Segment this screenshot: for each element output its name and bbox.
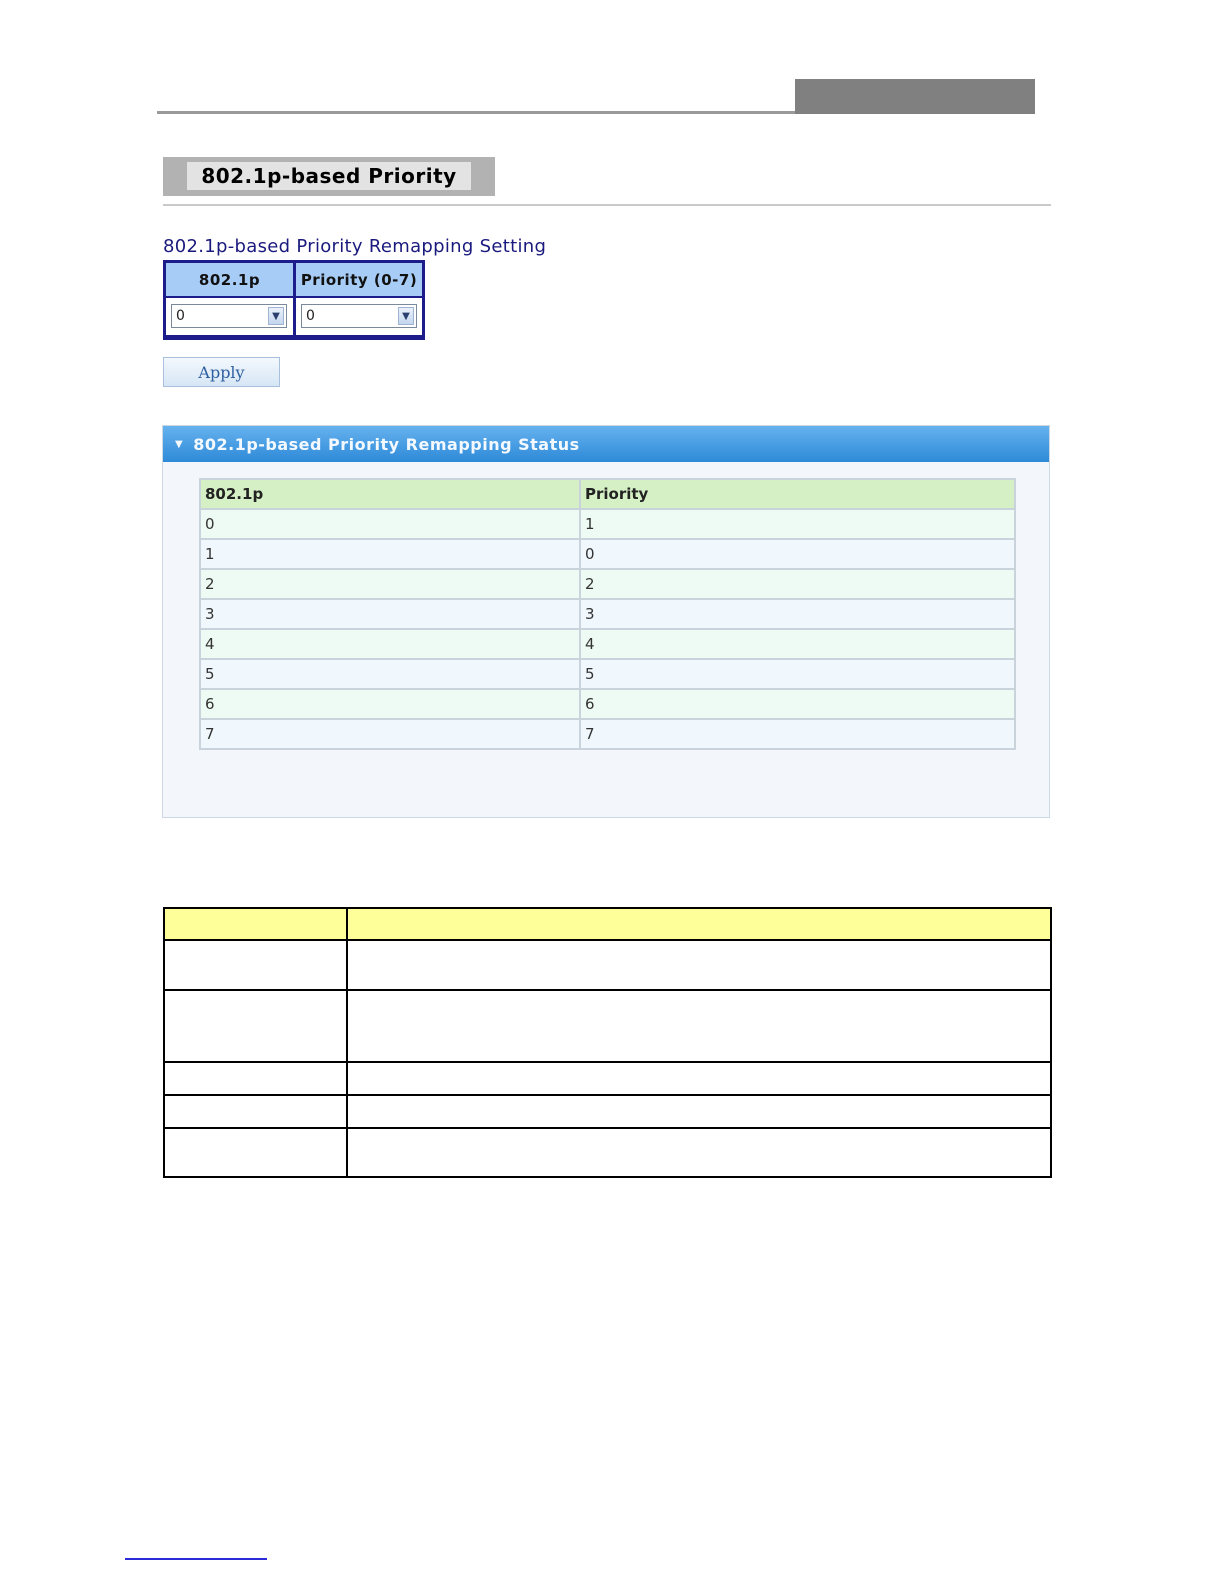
description-header-cell <box>347 908 1051 940</box>
title-divider <box>163 204 1051 206</box>
description-cell <box>347 1062 1051 1095</box>
cell-8021p: 6 <box>200 689 580 719</box>
description-header-cell <box>164 908 347 940</box>
cell-8021p: 3 <box>200 599 580 629</box>
description-cell <box>347 940 1051 990</box>
status-table-header-row <box>200 479 1015 509</box>
description-cell <box>164 1095 347 1128</box>
chevron-down-icon[interactable]: ▼ <box>398 307 414 325</box>
page-title-box <box>163 157 495 196</box>
setting-header-priority: Priority (0-7) <box>296 263 422 296</box>
description-cell <box>164 990 347 1062</box>
cell-priority: 0 <box>580 539 1015 569</box>
status-table <box>199 478 1016 750</box>
cell-priority: 6 <box>580 689 1015 719</box>
cell-priority: 1 <box>580 509 1015 539</box>
description-table <box>163 907 1052 1178</box>
status-header-8021p: 802.1p <box>200 479 580 509</box>
status-header-priority: Priority <box>580 479 1015 509</box>
footer-link-underline <box>125 1558 267 1560</box>
cell-8021p: 4 <box>200 629 580 659</box>
status-panel-header[interactable] <box>163 426 1049 462</box>
setting-section-title: 802.1p-based Priority Remapping Setting <box>163 236 547 257</box>
cell-priority: 2 <box>580 569 1015 599</box>
description-row <box>164 1128 1051 1177</box>
description-row <box>164 1062 1051 1095</box>
setting-header-8021p: 802.1p <box>166 263 293 296</box>
description-cell <box>347 1128 1051 1177</box>
cell-8021p: 1 <box>200 539 580 569</box>
setting-row-divider <box>166 296 422 298</box>
description-row <box>164 1095 1051 1128</box>
cell-8021p: 0 <box>200 509 580 539</box>
status-panel-title: 802.1p-based Priority Remapping Status <box>193 434 580 454</box>
description-cell <box>347 1095 1051 1128</box>
table-row <box>200 599 1015 629</box>
description-cell <box>164 1062 347 1095</box>
cell-8021p: 2 <box>200 569 580 599</box>
select-8021p[interactable] <box>171 304 287 328</box>
select-priority-value: 0 <box>306 308 315 324</box>
collapse-triangle-icon[interactable]: ▼ <box>175 438 184 450</box>
table-row <box>200 569 1015 599</box>
status-panel <box>162 425 1050 818</box>
description-cell <box>164 940 347 990</box>
header-tab-block <box>795 79 1035 114</box>
table-row <box>200 659 1015 689</box>
description-header-row <box>164 908 1051 940</box>
description-cell <box>164 1128 347 1177</box>
cell-8021p: 7 <box>200 719 580 749</box>
table-row <box>200 539 1015 569</box>
description-row <box>164 990 1051 1062</box>
chevron-down-icon[interactable]: ▼ <box>268 307 284 325</box>
select-priority[interactable] <box>301 304 417 328</box>
page-title: 802.1p-based Priority <box>187 162 471 190</box>
description-row <box>164 940 1051 990</box>
cell-priority: 7 <box>580 719 1015 749</box>
cell-priority: 3 <box>580 599 1015 629</box>
cell-8021p: 5 <box>200 659 580 689</box>
header-rule <box>157 111 796 114</box>
setting-table <box>163 260 425 340</box>
setting-column-divider <box>293 263 296 335</box>
table-row <box>200 689 1015 719</box>
cell-priority: 5 <box>580 659 1015 689</box>
table-row <box>200 629 1015 659</box>
cell-priority: 4 <box>580 629 1015 659</box>
apply-button[interactable]: Apply <box>163 357 280 387</box>
table-row <box>200 509 1015 539</box>
description-cell <box>347 990 1051 1062</box>
select-8021p-value: 0 <box>176 308 185 324</box>
table-row <box>200 719 1015 749</box>
